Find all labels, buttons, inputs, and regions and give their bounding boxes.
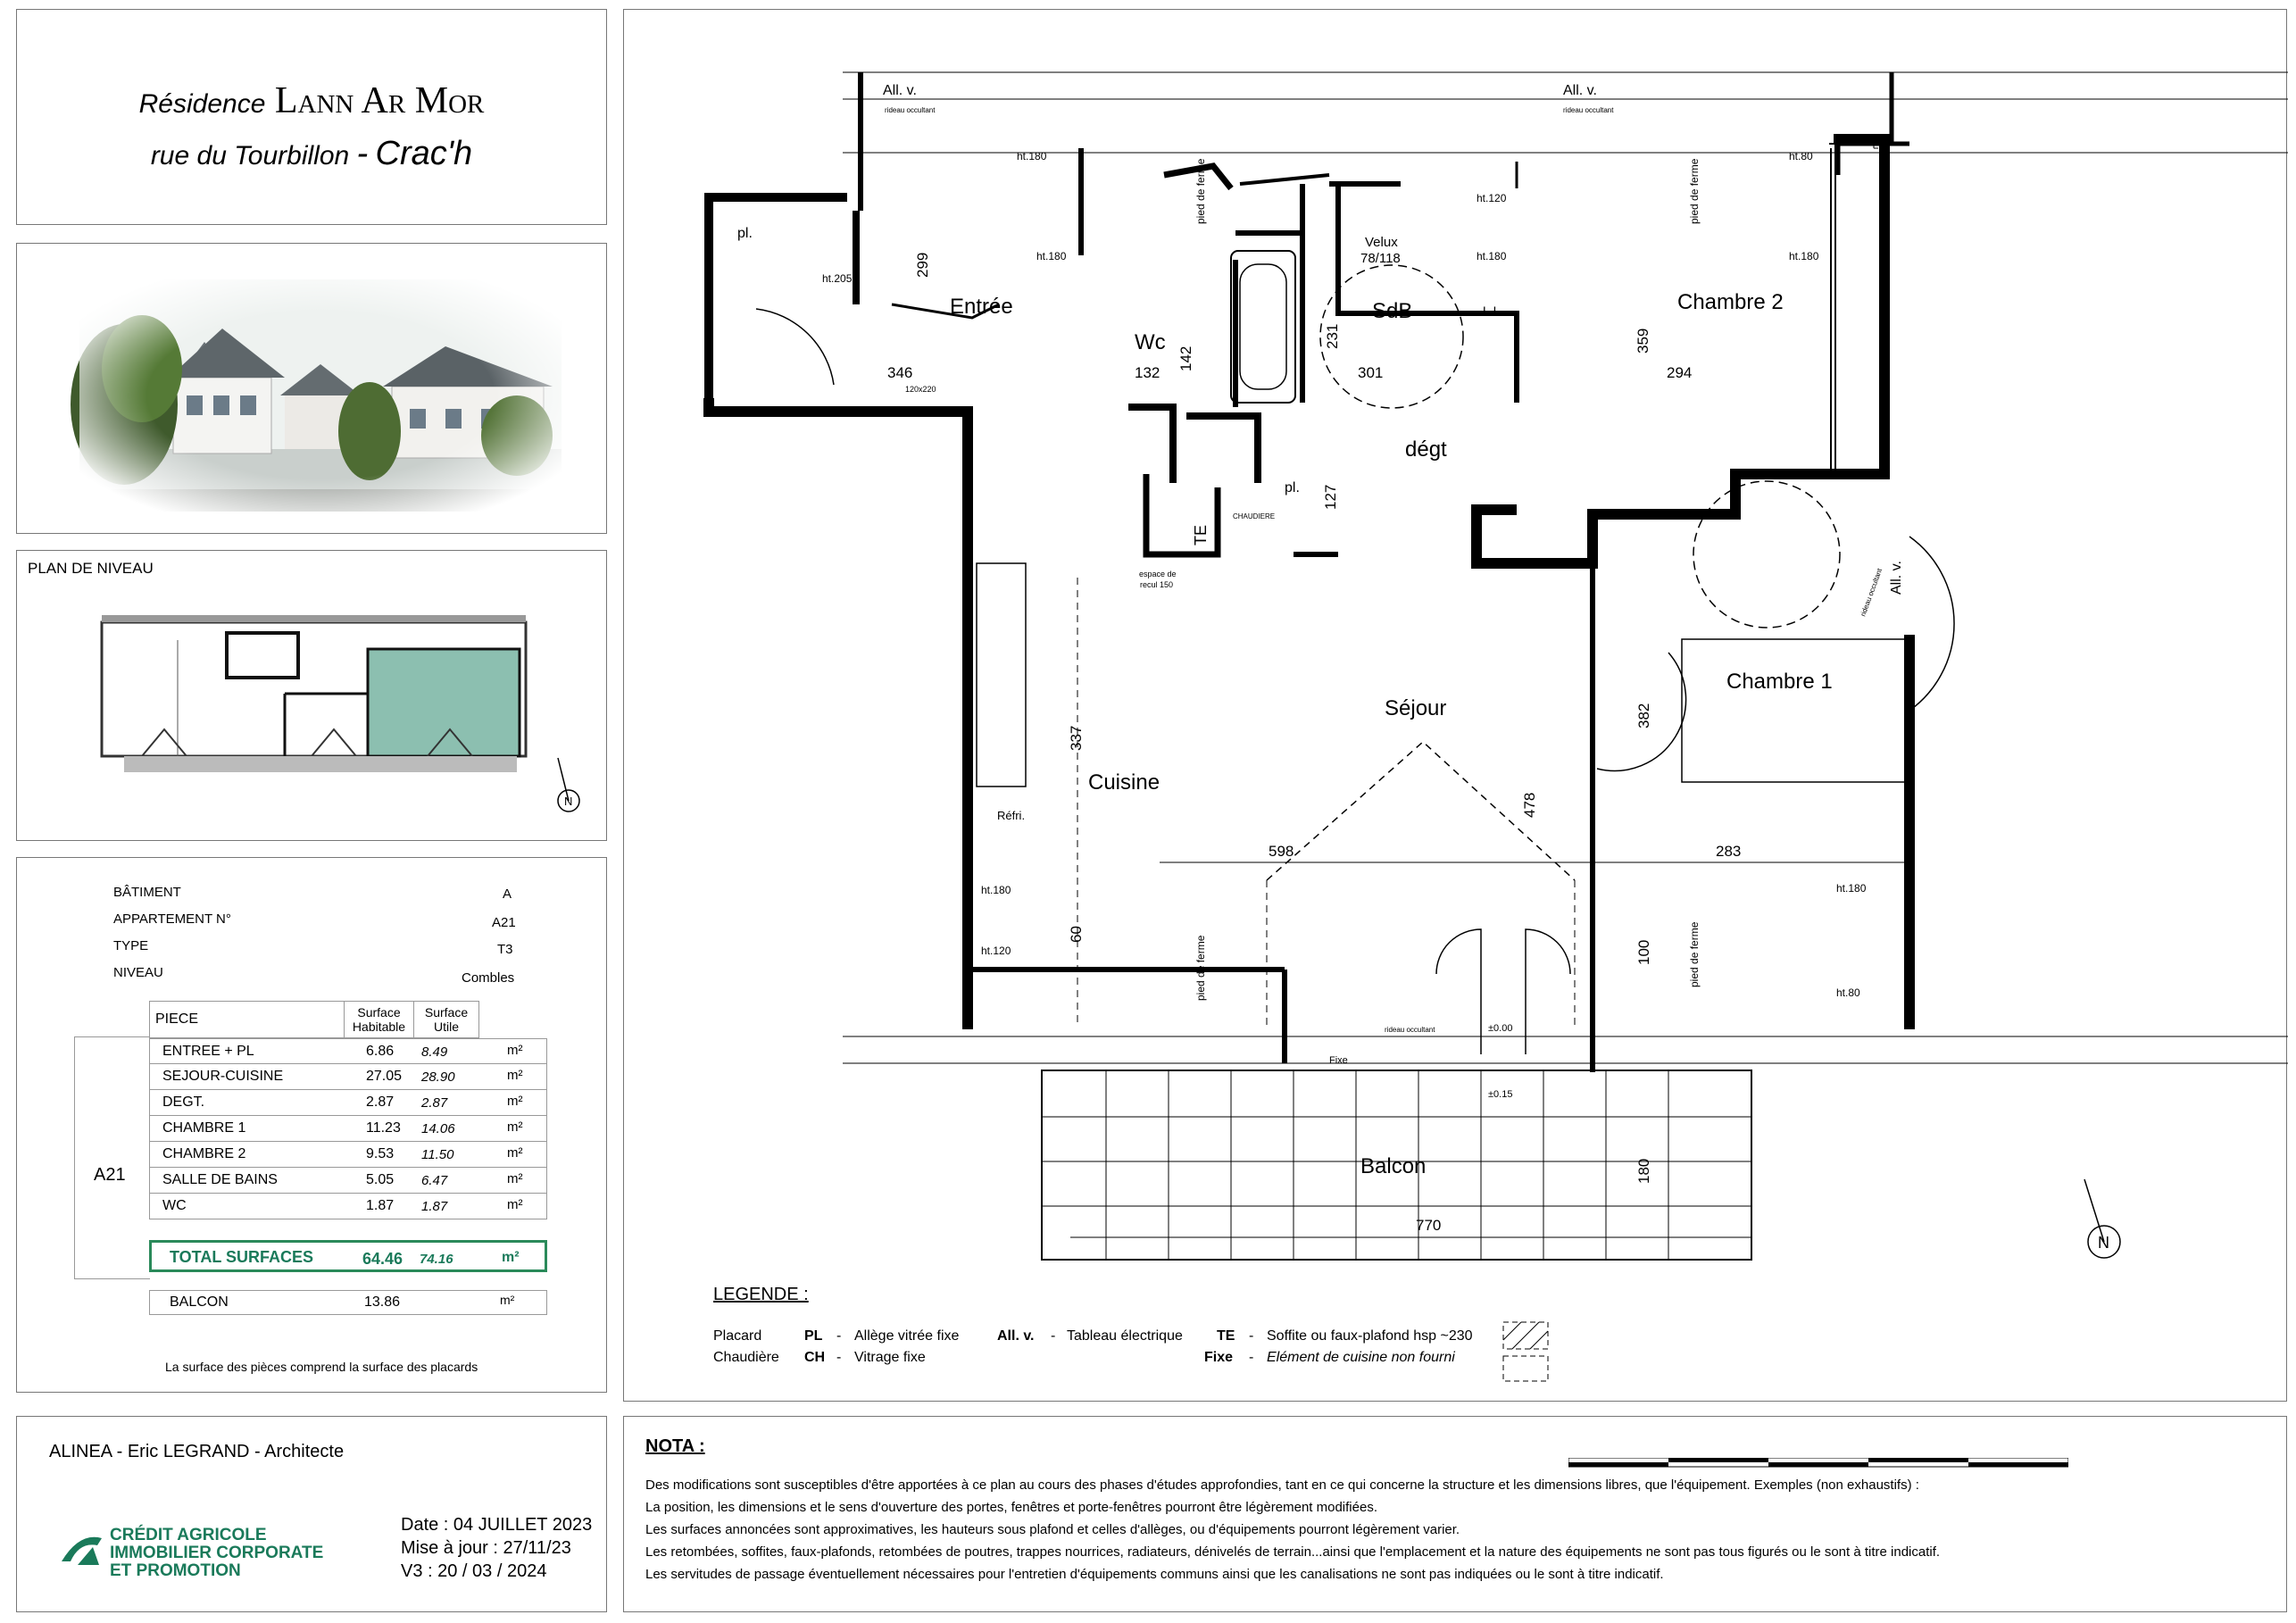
dim-132: 132 bbox=[1135, 364, 1160, 381]
row-name: WC bbox=[162, 1198, 187, 1213]
dim-100: 100 bbox=[1635, 939, 1652, 965]
legend bbox=[713, 1285, 1473, 1365]
row-utile: 6.47 bbox=[421, 1173, 448, 1188]
credit-agricole-logo-icon bbox=[53, 1527, 115, 1572]
height-180-c: ht.180 bbox=[1477, 250, 1507, 262]
nota-line: Des modifications sont susceptibles d'être apportées à ce plan au cours des phases d'études approfondies, tant en ce qui concerne la structure et les dimensions libres, que l'équipement. Exemples (non exhaustifs) : bbox=[645, 1477, 1919, 1493]
legend-te-code: TE bbox=[1217, 1328, 1235, 1344]
height-120-b: ht.120 bbox=[981, 945, 1011, 957]
appartement-label: APPARTEMENT N° bbox=[113, 911, 231, 927]
city-name: Crac'h bbox=[375, 135, 473, 172]
rideau-1: rideau occultant bbox=[885, 106, 936, 114]
velux-size: 78/118 bbox=[1360, 251, 1401, 266]
table-row bbox=[149, 1168, 547, 1194]
te-label: TE bbox=[1192, 524, 1210, 545]
row-unit: m² bbox=[507, 1094, 523, 1109]
architect-name: ALINEA - Eric LEGRAND - Architecte bbox=[49, 1442, 345, 1461]
col-header-piece: PIECE bbox=[150, 1002, 345, 1038]
placard-label-1: pl. bbox=[737, 226, 753, 241]
address-line: rue du Tourbillon - Crac'h bbox=[150, 135, 473, 172]
height-120-a: ht.120 bbox=[1477, 192, 1507, 204]
row-unit: m² bbox=[507, 1197, 523, 1212]
title-panel bbox=[16, 9, 607, 225]
legend-term-1: Placard bbox=[713, 1328, 762, 1344]
row-hab: 2.87 bbox=[366, 1094, 395, 1110]
col-header-utile: Surface Utile bbox=[414, 1002, 479, 1038]
room-degt: dégt bbox=[1405, 437, 1447, 462]
north-arrow-small bbox=[558, 758, 579, 812]
table-row bbox=[149, 1064, 547, 1090]
legend-code-2: CH bbox=[804, 1350, 826, 1365]
legend-fixe-desc: Elément de cuisine non fourni bbox=[1267, 1350, 1455, 1365]
svg-text:N: N bbox=[564, 795, 573, 808]
room-chambre1: Chambre 1 bbox=[1726, 670, 1833, 694]
dim-382: 382 bbox=[1635, 703, 1652, 728]
chaudiere-label: CHAUDIERE bbox=[1233, 512, 1276, 520]
nota-line: Les servitudes de passage éventuellement nécessaires pour l'entretien d'équipements communs ainsi que les canalisations ne sont pas indiquées ou le sont à titre indicatif. bbox=[645, 1567, 1664, 1582]
level-plan-thumbnail bbox=[17, 551, 608, 842]
nota-panel bbox=[623, 1416, 2287, 1612]
legend-sep-1: - bbox=[836, 1328, 842, 1344]
building-rendering-image bbox=[17, 244, 608, 535]
legend-fixe-code: Fixe bbox=[1204, 1350, 1234, 1365]
architect-panel bbox=[16, 1416, 607, 1612]
room-wc: Wc bbox=[1135, 330, 1166, 354]
legend-allv-sep: - bbox=[1051, 1328, 1056, 1344]
table-row bbox=[149, 1142, 547, 1168]
fridge-label: Réfri. bbox=[997, 809, 1026, 822]
row-unit: m² bbox=[507, 1145, 523, 1161]
total-hab: 64.46 bbox=[362, 1250, 403, 1268]
legend-te-desc: Soffite ou faux-plafond hsp ~230 bbox=[1267, 1328, 1473, 1344]
total-unit: m² bbox=[502, 1250, 520, 1265]
dim-478: 478 bbox=[1521, 792, 1538, 818]
row-name: SEJOUR-CUISINE bbox=[162, 1069, 284, 1084]
pied-ferme-4: pied de ferme bbox=[1688, 921, 1701, 987]
height-180-b: ht.180 bbox=[1017, 150, 1047, 162]
placard-label-2: pl. bbox=[1285, 480, 1300, 495]
batiment-value: A bbox=[503, 886, 512, 902]
row-name: SALLE DE BAINS bbox=[162, 1172, 278, 1187]
balcon-hab: 13.86 bbox=[364, 1294, 401, 1310]
nota-line: Les retombées, soffites, faux-plafonds, retombées de poutres, trappes nourrices, radiateurs, dénivelés de terrain...ainsi que l'emplacement et la nature des équipements ne sont pas tous figurés ou le sont à titre indicatif. bbox=[645, 1544, 1941, 1560]
pied-ferme-3: pied de ferme bbox=[1194, 935, 1207, 1001]
dim-127: 127 bbox=[1322, 484, 1339, 510]
linen-label: L.L. bbox=[1483, 304, 1504, 318]
row-name: CHAMBRE 2 bbox=[162, 1146, 246, 1161]
nota-title: NOTA : bbox=[645, 1436, 705, 1456]
appartement-value: A21 bbox=[492, 915, 516, 930]
apt-group-bracket bbox=[74, 1036, 150, 1279]
legend-term-2: Chaudière bbox=[713, 1350, 779, 1365]
floor-plan bbox=[624, 10, 2288, 1402]
velux-label: Velux bbox=[1365, 235, 1398, 250]
brand-line-1: CRÉDIT AGRICOLE bbox=[110, 1526, 267, 1544]
level-plan-title: PLAN DE NIVEAU bbox=[28, 560, 154, 577]
legend-sep-2: - bbox=[836, 1350, 842, 1365]
allv-label-3: All. v. bbox=[1889, 561, 1904, 595]
row-hab: 9.53 bbox=[366, 1146, 395, 1161]
room-cuisine: Cuisine bbox=[1088, 770, 1160, 795]
row-utile: 11.50 bbox=[421, 1147, 454, 1162]
table-row bbox=[149, 1090, 547, 1116]
allv-label-2: All. v. bbox=[1563, 83, 1597, 98]
legend-desc-1: Allège vitrée fixe bbox=[854, 1328, 960, 1344]
row-utile: 28.90 bbox=[421, 1070, 455, 1085]
niveau-value: Combles bbox=[462, 970, 515, 986]
dim-346: 346 bbox=[887, 364, 913, 381]
row-hab: 1.87 bbox=[366, 1198, 395, 1213]
allv-label-1: All. v. bbox=[883, 83, 917, 98]
height-180-f: ht.180 bbox=[981, 884, 1011, 896]
row-unit: m² bbox=[507, 1043, 523, 1058]
rideau-3: rideau occultant bbox=[1385, 1026, 1435, 1034]
rideau-4: rideau occultant bbox=[1859, 567, 1884, 618]
row-name: DEGT. bbox=[162, 1094, 205, 1110]
dim-60: 60 bbox=[1068, 926, 1085, 943]
recul-label-2: recul 150 bbox=[1140, 580, 1174, 589]
surface-footnote: La surface des pièces comprend la surface des placards bbox=[165, 1360, 478, 1374]
brand-line-3: ET PROMOTION bbox=[110, 1561, 241, 1580]
legend-title: LEGENDE : bbox=[713, 1285, 809, 1304]
legend-code-1: PL bbox=[804, 1328, 823, 1344]
row-hab: 5.05 bbox=[366, 1172, 395, 1187]
balcon-unit: m² bbox=[500, 1293, 515, 1307]
dim-301: 301 bbox=[1358, 364, 1384, 381]
row-hab: 11.23 bbox=[366, 1120, 401, 1136]
nota-line: Les surfaces annoncées sont approximatives, les hauteurs sous plafond et celles d'allèges, ou d'équipements pourront légèrement varier. bbox=[645, 1522, 1460, 1537]
surface-table bbox=[149, 1001, 551, 1038]
room-sejour: Séjour bbox=[1385, 696, 1447, 720]
dim-231: 231 bbox=[1324, 323, 1341, 349]
row-hab: 6.86 bbox=[366, 1044, 395, 1059]
pied-ferme-2: pied de ferme bbox=[1688, 158, 1701, 224]
nota-line: La position, les dimensions et le sens d'ouverture des portes, fenêtres et porte-fenêtres pourront être légèrement modifiées. bbox=[645, 1500, 1377, 1515]
apt-group-label: A21 bbox=[94, 1165, 126, 1185]
row-utile: 2.87 bbox=[421, 1095, 448, 1111]
floor-plan-panel bbox=[623, 9, 2287, 1402]
table-row bbox=[149, 1116, 547, 1142]
dim-142: 142 bbox=[1177, 345, 1194, 371]
level-015: ±0.15 bbox=[1488, 1089, 1513, 1100]
dim-359: 359 bbox=[1635, 328, 1651, 354]
dim-294: 294 bbox=[1667, 364, 1693, 381]
dim-337: 337 bbox=[1068, 725, 1085, 751]
pied-ferme-1: pied de ferme bbox=[1194, 158, 1207, 224]
table-row bbox=[149, 1038, 547, 1064]
brand-line-2: IMMOBILIER CORPORATE bbox=[110, 1544, 324, 1562]
level-000: ±0.00 bbox=[1488, 1023, 1513, 1034]
type-label: TYPE bbox=[113, 938, 149, 953]
row-unit: m² bbox=[507, 1171, 523, 1186]
type-value: T3 bbox=[497, 942, 513, 957]
legend-dashed-swatch bbox=[1503, 1356, 1548, 1381]
row-hab: 27.05 bbox=[366, 1069, 403, 1084]
room-chambre2: Chambre 2 bbox=[1677, 290, 1784, 314]
row-utile: 1.87 bbox=[421, 1199, 448, 1214]
north-arrow-icon bbox=[2084, 1179, 2120, 1258]
row-utile: 14.06 bbox=[421, 1121, 455, 1136]
room-balcon: Balcon bbox=[1360, 1154, 1427, 1178]
rideau-2: rideau occultant bbox=[1563, 106, 1614, 114]
date-label: Date : 04 JUILLET 2023 bbox=[401, 1515, 593, 1535]
room-sdb: SdB bbox=[1372, 299, 1413, 323]
col-header-habitable: Surface Habitable bbox=[345, 1002, 414, 1038]
door-size: 120x220 bbox=[905, 385, 936, 394]
legend-te-sep: - bbox=[1249, 1328, 1254, 1344]
height-205: ht.205 bbox=[822, 272, 853, 285]
legend-allv-code: All. v. bbox=[997, 1328, 1035, 1344]
legend-desc-2: Vitrage fixe bbox=[854, 1350, 926, 1365]
height-180-d: ht.180 bbox=[1789, 250, 1819, 262]
row-name: ENTREE + PL bbox=[162, 1044, 254, 1059]
table-row bbox=[149, 1194, 547, 1219]
surface-info-panel bbox=[16, 857, 607, 1393]
dim-299: 299 bbox=[914, 252, 931, 278]
legend-fixe-sep: - bbox=[1249, 1350, 1254, 1365]
height-80-b: ht.80 bbox=[1836, 986, 1860, 999]
total-utile: 74.16 bbox=[420, 1252, 453, 1267]
recul-label-1: espace de bbox=[1139, 570, 1177, 578]
version-label: V3 : 20 / 03 / 2024 bbox=[401, 1561, 547, 1581]
niveau-label: NIVEAU bbox=[113, 965, 163, 980]
total-label: TOTAL SURFACES bbox=[170, 1248, 314, 1266]
row-unit: m² bbox=[507, 1068, 523, 1083]
maj-label: Mise à jour : 27/11/23 bbox=[401, 1538, 571, 1558]
residence-title: Résidence Lann Ar Mor bbox=[138, 80, 485, 121]
scale-bar bbox=[1568, 1458, 2068, 1470]
room-entree: Entrée bbox=[950, 295, 1013, 319]
dim-180: 180 bbox=[1635, 1158, 1652, 1184]
total-row bbox=[149, 1240, 547, 1272]
height-180-a: ht.180 bbox=[1036, 250, 1067, 262]
balcon-row bbox=[149, 1290, 547, 1315]
height-80-a: ht.80 bbox=[1789, 150, 1813, 162]
level-plan-panel bbox=[16, 550, 607, 841]
height-180-e: ht.180 bbox=[1836, 882, 1867, 895]
rendering-panel bbox=[16, 243, 607, 534]
row-unit: m² bbox=[507, 1119, 523, 1135]
dim-598: 598 bbox=[1269, 843, 1294, 860]
dim-283: 283 bbox=[1716, 843, 1742, 860]
legend-allv-desc: Tableau électrique bbox=[1067, 1328, 1183, 1344]
balcon-label: BALCON bbox=[170, 1294, 229, 1310]
batiment-label: BÂTIMENT bbox=[113, 885, 181, 900]
row-name: CHAMBRE 1 bbox=[162, 1120, 246, 1136]
fixe-label: Fixe bbox=[1329, 1055, 1348, 1066]
dim-770: 770 bbox=[1416, 1217, 1442, 1234]
svg-text:N: N bbox=[2098, 1234, 2109, 1252]
residence-name: Lann Ar Mor bbox=[274, 80, 485, 121]
row-utile: 8.49 bbox=[421, 1045, 448, 1060]
